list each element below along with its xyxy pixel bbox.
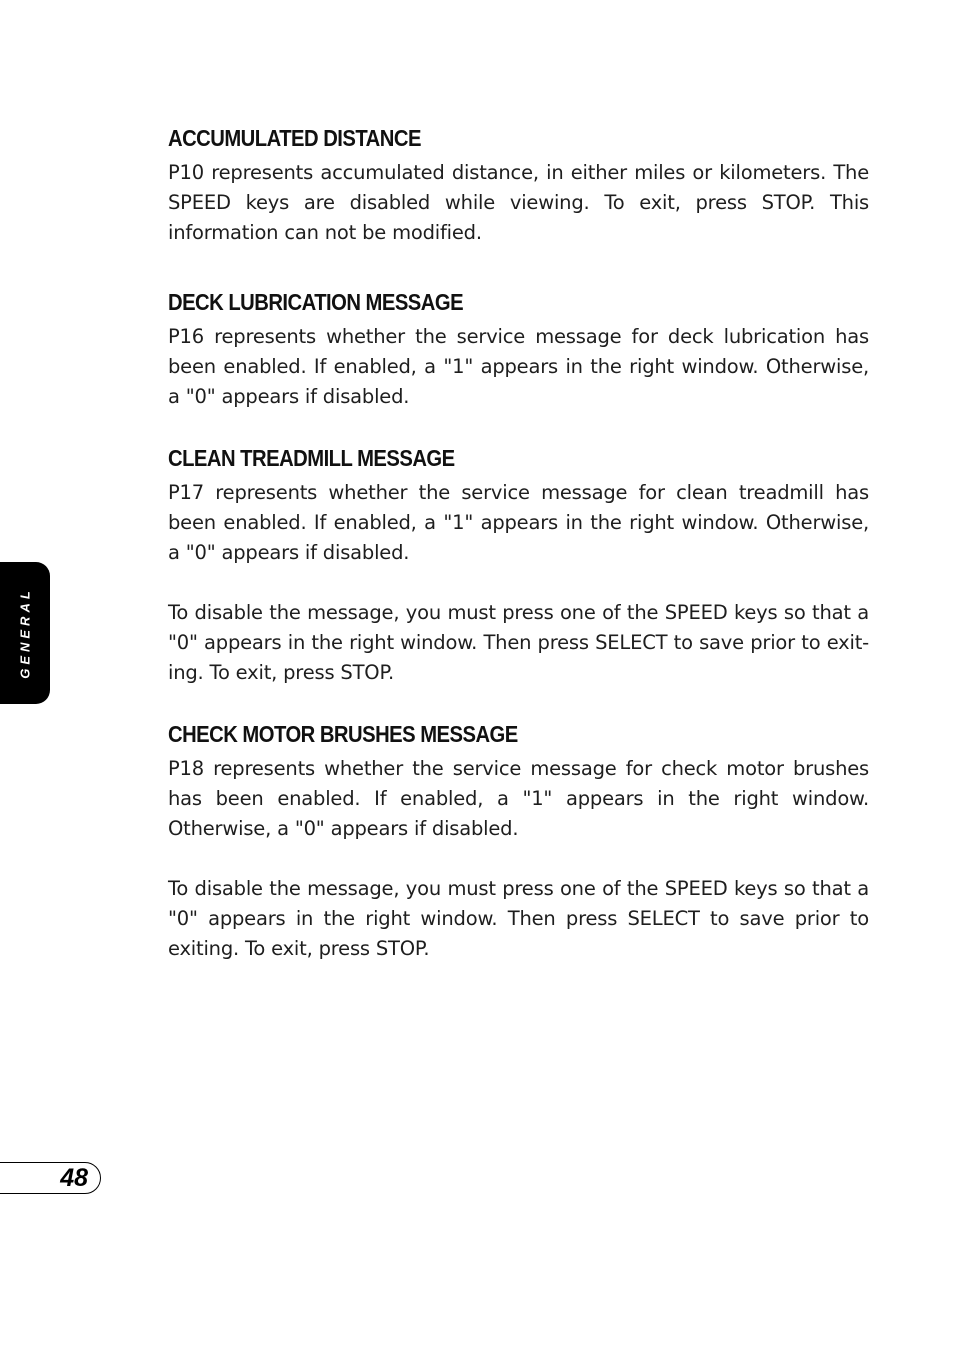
page-content (168, 122, 869, 964)
chapter-side-tab (0, 562, 50, 704)
section-paragraph: To disable the message, you must press one of the SPEED keys so that a "0" appears in the right window. Then press SELECT to save prior to exit-ing. To exit, press STOP. (168, 601, 869, 684)
page-number-box (0, 1162, 101, 1194)
section-heading: CLEAN TREADMILL MESSAGE (168, 445, 455, 471)
section-paragraph: P17 represents whether the service message for clean treadmill has been enabled. If enabled, a "1" appears in the right window. Otherwise, a "0" appears if disabled. (168, 481, 869, 564)
section-deck-lubrication-message (168, 286, 869, 412)
section-paragraph: To disable the message, you must press one of the SPEED keys so that a "0" appears in the right window. Then press SELECT to save prior to exiting. To exit, press STOP. (168, 877, 869, 960)
chapter-side-tab-label: GENERAL (17, 587, 33, 679)
section-clean-treadmill-message (168, 442, 869, 688)
section-paragraph: P16 represents whether the service message for deck lubrication has been enabled. If enabled, a "1" appears in the right window. Otherwise, a "0" appears if disabled. (168, 325, 869, 408)
page-number: 48 (60, 1164, 88, 1192)
section-check-motor-brushes-message (168, 718, 869, 964)
section-heading: DECK LUBRICATION MESSAGE (168, 289, 464, 315)
section-heading: CHECK MOTOR BRUSHES MESSAGE (168, 721, 518, 747)
section-paragraph: P18 represents whether the service message for check motor brushes has been enabled. If enabled, a "1" appears in the right window. Otherwise, a "0" appears if disabled. (168, 757, 869, 840)
section-paragraph: P10 represents accumulated distance, in either miles or kilometers. The SPEED keys are disabled while viewing. To exit, press STOP. This information can not be modified. (168, 161, 869, 244)
section-heading: ACCUMULATED DISTANCE (168, 125, 421, 151)
section-accumulated-distance (168, 122, 869, 248)
